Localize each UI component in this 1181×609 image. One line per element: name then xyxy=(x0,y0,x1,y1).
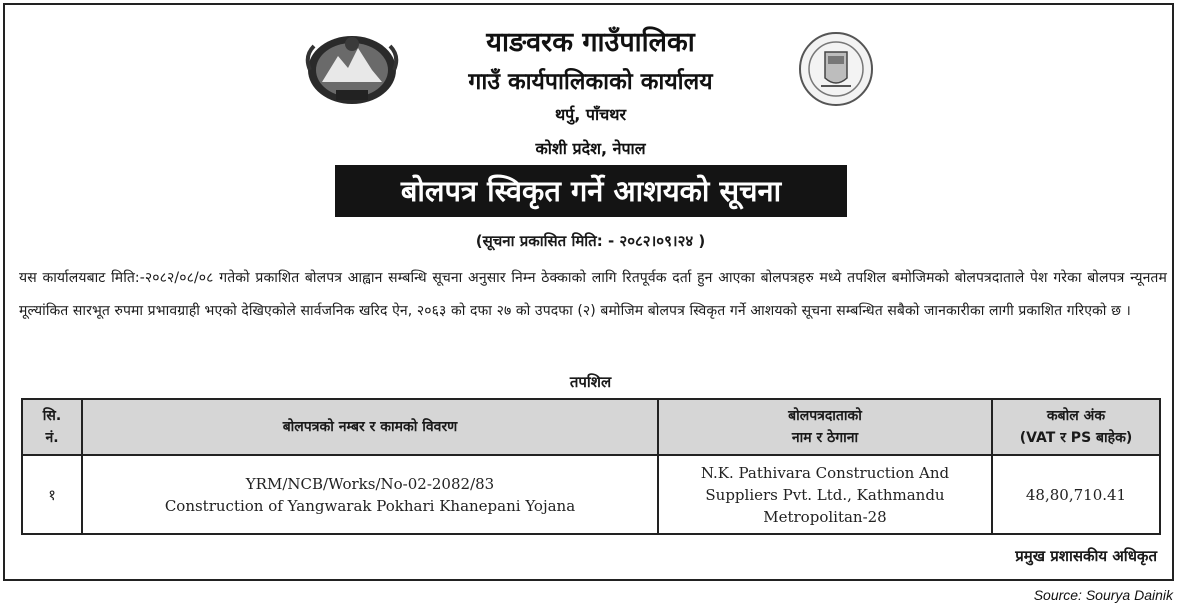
header-bidder-line1: बोलपत्रदाताको xyxy=(788,408,862,424)
row-reference: YRM/NCB/Works/No-02-2082/83 xyxy=(245,474,495,493)
office-name: गाउँ कार्यपालिकाको कार्यालय xyxy=(468,69,713,95)
header-serial-line1: सि. xyxy=(42,408,62,424)
published-date: (सूचना प्रकासित मिति: - २०८२।०९।२४ ) xyxy=(475,232,706,250)
row-amount: 48,80,710.41 xyxy=(992,455,1160,534)
table-row xyxy=(22,455,1160,534)
header-serial xyxy=(22,399,82,455)
source-credit: Source: Sourya Dainik xyxy=(1033,587,1173,603)
row-bidder-line3: Metropolitan-28 xyxy=(763,507,887,526)
header-amount-line2: (VAT र PS बाहेक) xyxy=(1019,430,1133,446)
header-amount xyxy=(992,399,1160,455)
notice-body: यस कार्यालयबाट मिति:-२०८२/०८/०८ गतेको प्रकाशित बोलपत्र आह्वान सम्बन्धि सूचना अनुसार निम्न ठेक्काको लागि रितपूर्वक दर्ता हुन आएका बोलपत्रहरु मध्ये तपशिल बमोजिमको बोलपत्रदाताले पेश गरेका बोलपत्र न्यूनतम मूल्यांकित सारभूत रुपमा प्रभावग्राही भएको देखिएकोले सार्वजनिक खरिद ऐन, २०६३ को दफा २७ को उपदफा (२) बमोजिम बोलपत्र स्विकृत गर्ने आशयको सूचना सम्बन्धित सबैको जानकारीका लागी प्रकाशित गरिएको छ । xyxy=(19,270,1167,319)
header-bidder xyxy=(658,399,992,455)
row-work: Construction of Yangwarak Pokhari Khanepani Yojana xyxy=(164,496,576,515)
office-location: थर्पु, पाँचथर xyxy=(554,105,627,124)
municipality-name: याङवरक गाउँपालिका xyxy=(486,27,695,58)
row-bidder-line2: Suppliers Pvt. Ltd., Kathmandu xyxy=(705,485,945,504)
header-bidder-line2: नाम र ठेगाना xyxy=(791,430,859,446)
row-description xyxy=(82,455,658,534)
row-bidder-line1: N.K. Pathivara Construction And xyxy=(700,463,950,482)
table-caption: तपशिल xyxy=(569,373,612,391)
province-name: कोशी प्रदेश, नेपाल xyxy=(535,139,646,158)
header-serial-line2: नं. xyxy=(45,430,59,446)
row-serial: १ xyxy=(22,455,82,534)
notice-title: बोलपत्र स्विकृत गर्ने आशयको सूचना xyxy=(335,165,847,217)
header-description: बोलपत्रको नम्बर र कामको विवरण xyxy=(82,399,658,455)
bid-table xyxy=(21,398,1161,535)
header-amount-line1: कबोल अंक xyxy=(1046,408,1106,424)
table-header-row xyxy=(22,399,1160,455)
signatory: प्रमुख प्रशासकीय अधिकृत xyxy=(1015,547,1157,565)
row-bidder xyxy=(658,455,992,534)
